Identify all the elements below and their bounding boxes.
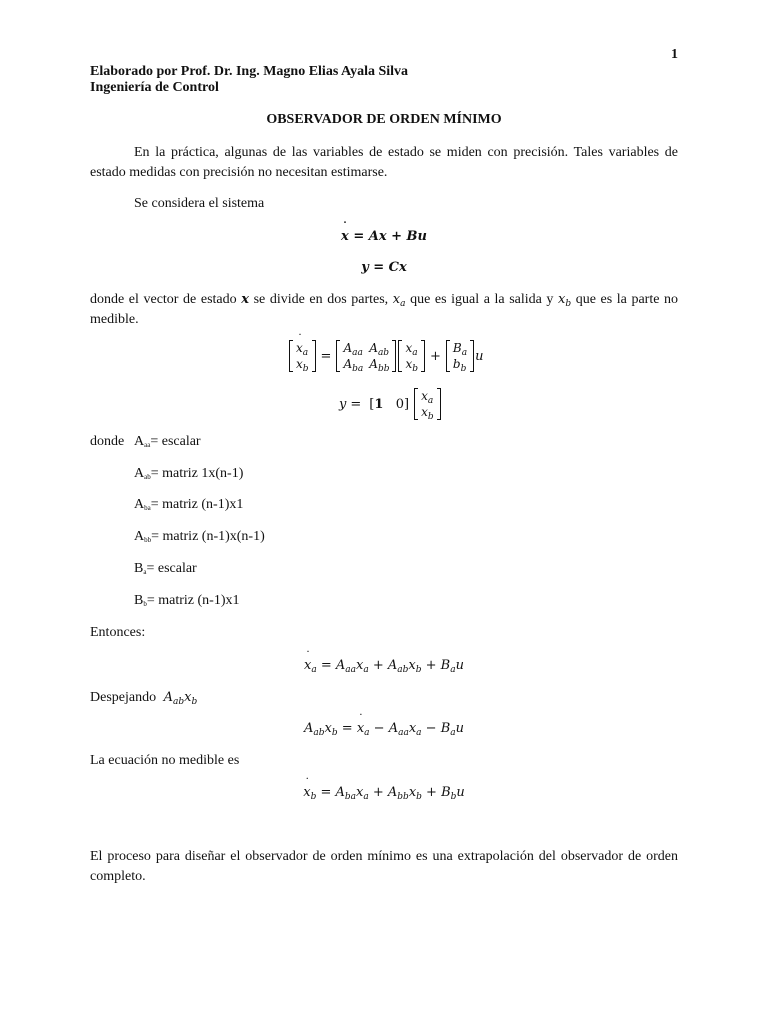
final-paragraph xyxy=(90,847,678,887)
unmeasured-state-equation: x $˙_b = A_{ba}x_a + A_{bb}x_b + B_bu$ xyxy=(0,783,768,801)
split-paragraph: donde el vector de estado x se divide en dos partes, $x_a$ que es igual a la salida y $x_b$ que es la parte no medible. xyxy=(90,292,679,327)
course-line: Ingeniería de Control xyxy=(90,80,219,95)
partitioned-output-equation: y = [1 0] $x_a$ $x_b$ xyxy=(339,388,442,420)
split-text-4: que es la parte no medible. xyxy=(90,292,679,327)
intro-paragraph xyxy=(90,143,678,183)
split-text-1: donde el vector de estado xyxy=(90,292,237,307)
measured-state-equation: x $˙_a = A_{aa}x_a + A_{ab}x_b + B_au$ xyxy=(0,656,768,674)
partitioned-state-equation: x $˙_a$ x $˙_b$ = $A_{aa}$ $A_{ab}$ $A_{ba}$ $A_{bb}$ $x_a$ $x_b$ + $B_a$ $b_b$ u xyxy=(288,340,484,372)
definition-ba: $A_{ba}=$ matriz (n-1)x1 xyxy=(134,497,244,512)
state-equation: x ˙ = Ax + Bu xyxy=(0,227,768,245)
definition-ab: $A_{ab}=$ matriz 1x(n-1) xyxy=(134,466,244,481)
page-title: OBSERVADOR DE ORDEN MÍNIMO xyxy=(266,112,502,127)
split-text-3: que es igual a la salida y xyxy=(410,292,554,307)
isolated-term-equation: $A_{ab}x_b = x$ $˙_a - A_{aa}x_a - B_au$ xyxy=(0,719,768,737)
despejando-label: Despejando xyxy=(90,690,157,705)
page-number: 1 xyxy=(671,47,678,62)
entonces-label: Entonces: xyxy=(90,625,146,640)
despejando-line: Despejando $A_{ab}x_b$ xyxy=(90,690,198,707)
donde-label: donde xyxy=(90,434,125,449)
unmeasured-equation-label: La ecuación no medible es xyxy=(90,753,240,768)
final-text: El proceso para diseñar el observador de orden mínimo es una extrapolación del observador de orden completo. xyxy=(90,849,678,884)
definition-bb: $A_{bb}=$ matriz (n-1)x(n-1) xyxy=(134,529,265,544)
author-line: Elaborado por Prof. Dr. Ing. Magno Elias Ayala Silva xyxy=(90,64,409,79)
output-equation: y = Cx xyxy=(361,260,407,275)
definition-aa: $A_{aa}=$ escalar xyxy=(134,434,201,449)
system-intro: Se considera el sistema xyxy=(134,196,265,211)
intro-text: En la práctica, algunas de las variables de estado se miden con precisión. Tales variables de estado medidas con precisión no necesitan estimarse. xyxy=(90,145,678,180)
split-text-2: se divide en dos partes, xyxy=(253,292,389,307)
definition-ba-scalar: $B_a=$ escalar xyxy=(134,561,197,576)
definition-bb-matrix: $B_b=$ matriz (n-1)x1 xyxy=(134,593,240,608)
